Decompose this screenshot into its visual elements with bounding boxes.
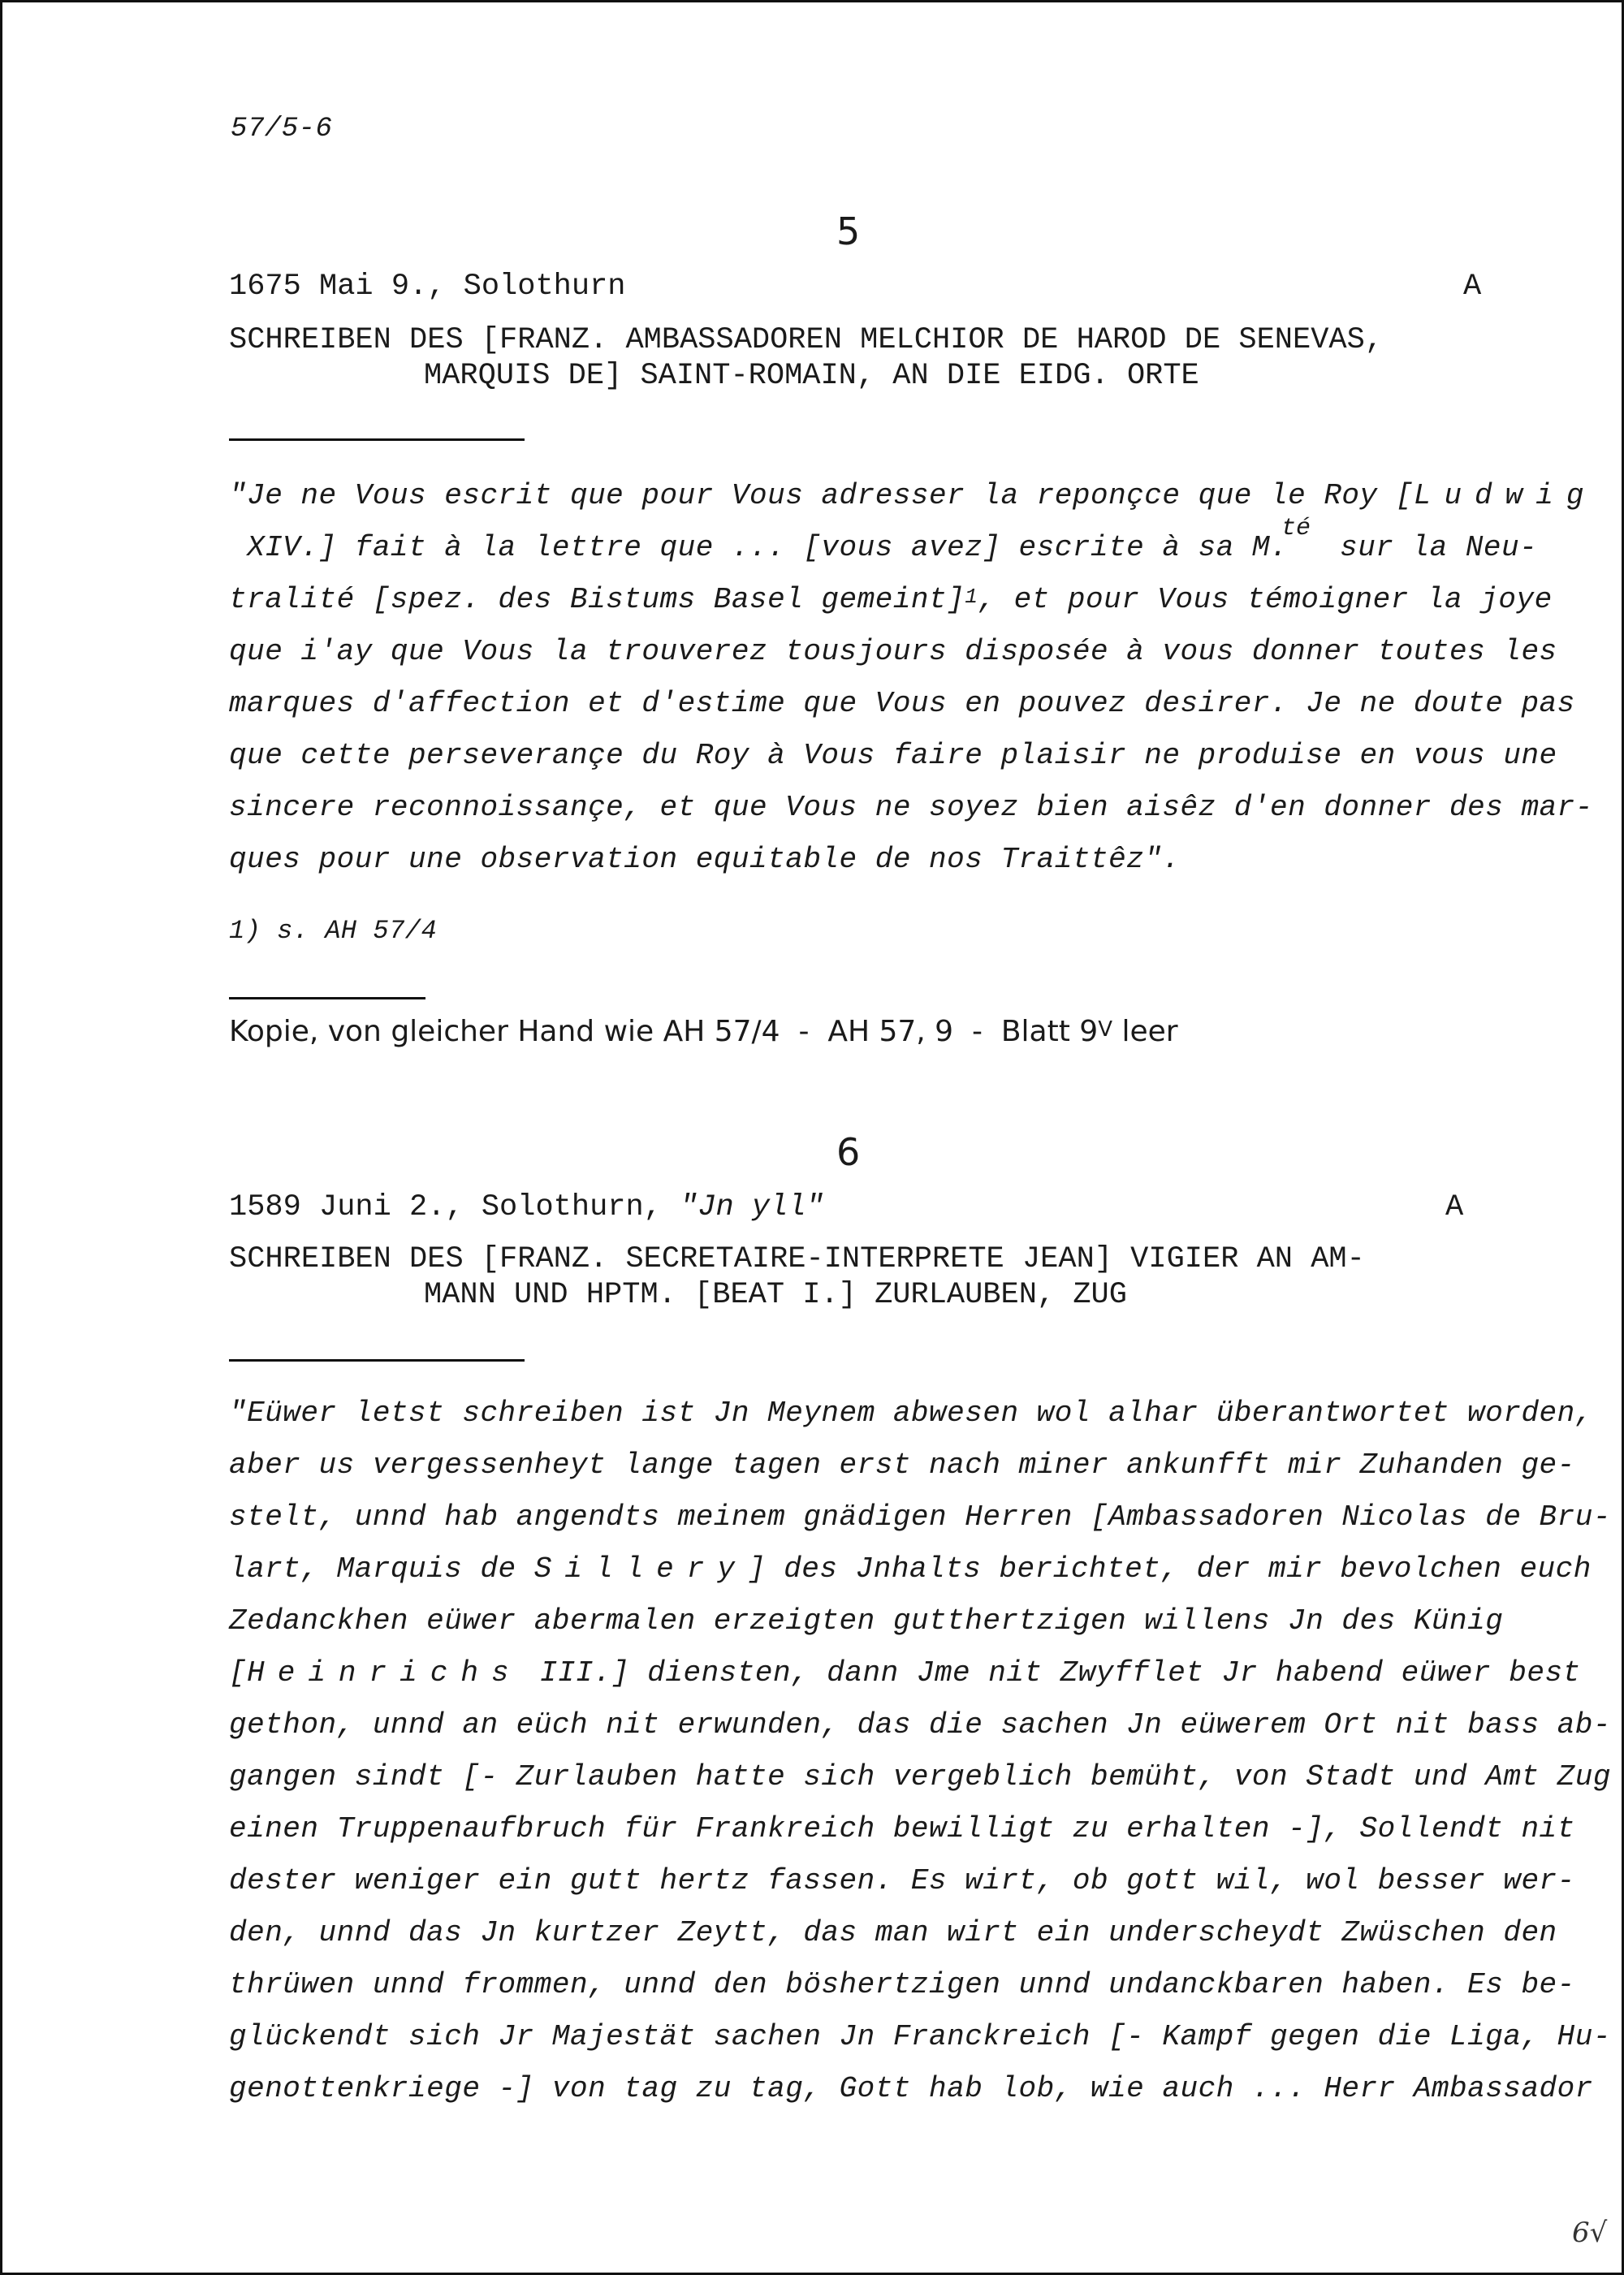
doc6-separator: [229, 1359, 525, 1362]
doc5-separator: [229, 438, 525, 441]
doc5-text-line-2b: sur la Neu-: [1322, 531, 1538, 564]
page-reference: 57/5-6: [231, 114, 333, 145]
doc5-title-line-1: SCHREIBEN DES [FRANZ. AMBASSADOREN MELCHIOR DE HAROD DE SENEVAS,: [229, 323, 1384, 357]
doc5-text-line-4: que i'ay que Vous la trouverez tousjours disposée à vous donner toutes les: [229, 635, 1557, 668]
document-number-6: 6: [836, 1130, 861, 1174]
doc6-text-line-1: "Eüwer letst schreiben ist Jn Meynem abwesen wol alhar überantwortet worden,: [229, 1397, 1593, 1430]
doc6-text-line-5: Zedanckhen eüwer abermalen erzeigten gutthertzigen willens Jn des Künig: [229, 1604, 1504, 1638]
doc6-text-line-12: thrüwen unnd frommen, unnd den böshertzigen unnd undanckbaren haben. Es be-: [229, 1968, 1575, 2001]
doc5-footnote-separator: [229, 997, 425, 999]
doc6-grade: A: [1445, 1190, 1464, 1224]
doc6-text-line-11: den, unnd das Jn kurtzer Zeytt, das man wirt ein underscheydt Zwüschen den: [229, 1916, 1557, 1949]
doc6-text-line-14: genottenkriege -] von tag zu tag, Gott hab lob, wie auch ... Herr Ambassador: [229, 2072, 1593, 2105]
doc5-grade: A: [1463, 270, 1482, 304]
doc6-text-line-2: aber us vergessenheyt lange tagen erst nach miner ankunfft mir Zuhanden ge-: [229, 1448, 1575, 1482]
doc5-text-line-3: tralité [spez. des Bistums Basel gemeint]$^1$, et pour Vous témoigner la joye: [229, 583, 1553, 616]
doc6-text-line-8: gangen sindt [- Zurlauben hatte sich vergeblich bemüht, von Stadt und Amt Zug: [229, 1760, 1611, 1794]
document-number-5: 5: [836, 209, 861, 253]
doc5-text-line-6: que cette perseverançe du Roy à Vous faire plaisir ne produise en vous une: [229, 739, 1557, 772]
doc5-text-line-1: "Je ne Vous escrit que pour Vous adresser la reponçce que le Roy [Ludwig: [229, 479, 1597, 512]
doc6-text-line-6: [Heinrichs III.] diensten, dann Jme nit Zwyfflet Jr habend eüwer best: [229, 1656, 1581, 1690]
handwritten-page-mark: 6√: [1572, 2217, 1608, 2249]
doc5-title-line-2: MARQUIS DE] SAINT-ROMAIN, AN DIE EIDG. ORTE: [424, 359, 1199, 393]
doc6-text-line-3: stelt, unnd hab angendts meinem gnädigen Herren [Ambassadoren Nicolas de Bru-: [229, 1500, 1611, 1534]
doc6-text-line-9: einen Truppenaufbruch für Frankreich bewilligt zu erhalten -], Sollendt nit: [229, 1812, 1575, 1845]
doc6-text-line-10: dester weniger ein gutt hertz fassen. Es wirt, ob gott wil, wol besser wer-: [229, 1864, 1575, 1897]
doc5-footnote: 1) s. AH 57/4: [229, 916, 438, 946]
doc5-text-line-5: marques d'affection et d'estime que Vous en pouvez desirer. Je ne doute pas: [229, 687, 1575, 720]
doc5-date-place: 1675 Mai 9., Solothurn: [229, 270, 626, 304]
doc6-title-line-1: SCHREIBEN DES [FRANZ. SECRETAIRE-INTERPRETE JEAN] VIGIER AN AM-: [229, 1242, 1365, 1276]
doc5-text-line-2a: XIV.] fait à la lettre que ... [vous avez] escrite à sa M.: [229, 531, 1289, 564]
doc6-title-line-2: MANN UND HPTM. [BEAT I.] ZURLAUBEN, ZUG: [424, 1278, 1127, 1312]
doc5-superscript-te: té: [1281, 515, 1311, 542]
footnote-marker: 1: [965, 585, 978, 609]
doc5-text-line-8: ques pour une observation equitable de nos Traittêz".: [229, 843, 1181, 876]
doc5-source-note: Kopie, von gleicher Hand wie AH 57/4 - AH 57, 9 - Blatt $9^V$ leer: [229, 1015, 1178, 1048]
doc6-text-line-7: gethon, unnd an eüch nit erwunden, das die sachen Jn eüwerem Ort nit bass ab-: [229, 1708, 1611, 1742]
doc6-text-line-13: glückendt sich Jr Majestät sachen Jn Franckreich [- Kampf gegen die Liga, Hu-: [229, 2020, 1611, 2053]
doc6-date-place: 1589 Juni 2., Solothurn, "Jn yll": [229, 1190, 824, 1224]
doc5-text-line-7: sincere reconnoissançe, et que Vous ne soyez bien aisêz d'en donner des mar-: [229, 791, 1593, 824]
doc6-text-line-4: lart, Marquis de Sillery] des Jnhalts berichtet, der mir bevolchen euch: [229, 1552, 1592, 1586]
